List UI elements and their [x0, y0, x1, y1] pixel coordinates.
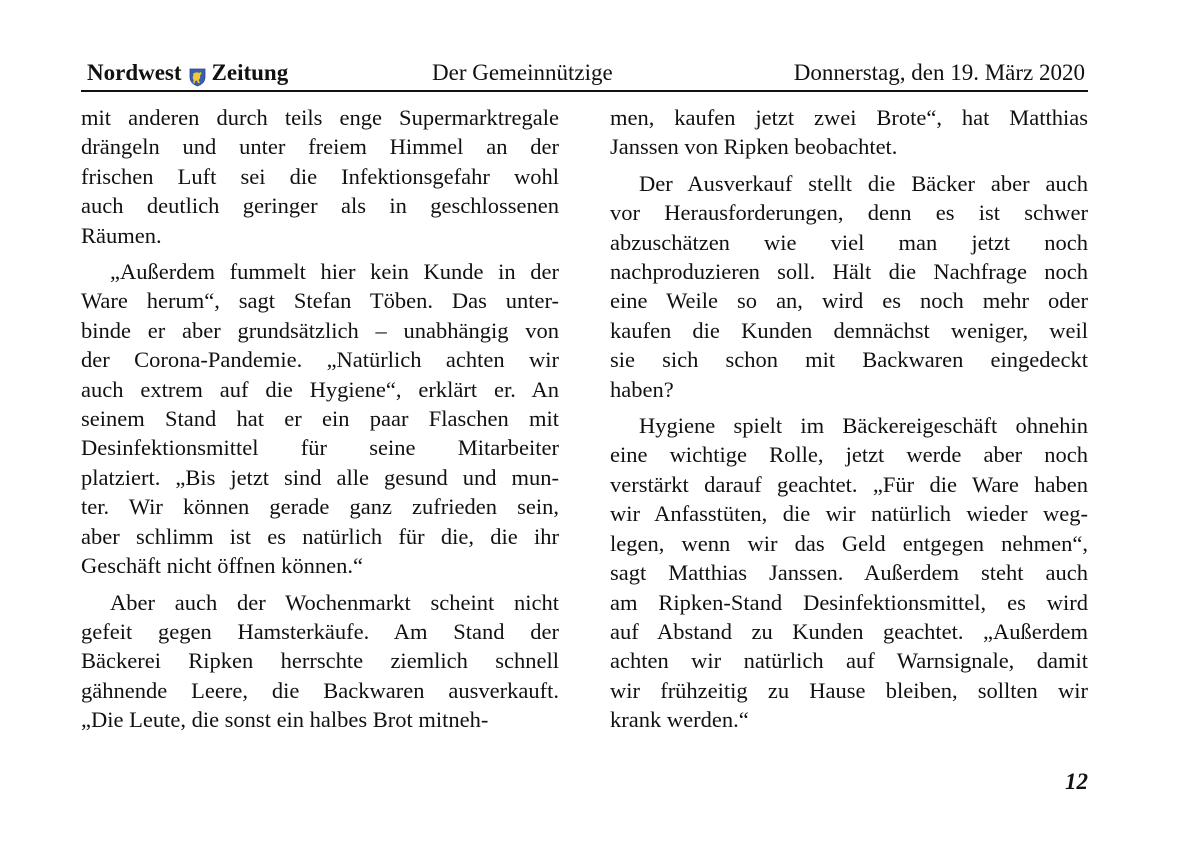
text-line: platziert. „Bis jetzt sind alle gesund und mun-	[81, 464, 559, 490]
text-line: verstärkt darauf geachtet. „Für die Ware haben	[610, 471, 1088, 497]
page-header	[81, 58, 1088, 90]
text-line: kaufen die Kunden demnächst weniger, weil	[610, 317, 1088, 343]
section-title: Der Gemeinnützige	[432, 60, 613, 85]
masthead-nordwest: Nordwest	[87, 60, 182, 85]
masthead	[87, 58, 288, 88]
issue-date: Donnerstag, den 19. März 2020	[793, 60, 1085, 85]
coat-of-arms-shield-icon	[189, 65, 206, 84]
text-line: gefeit gegen Hamsterkäufe. Am Stand der	[81, 618, 559, 644]
text-line: drängeln und unter freiem Himmel an der	[81, 134, 559, 160]
text-line: Räumen.	[81, 222, 162, 248]
text-line: krank werden.“	[610, 707, 749, 733]
text-line: Aber auch der Wochenmarkt scheint nicht	[110, 589, 559, 615]
text-line: ter. Wir können gerade ganz zufrieden sein,	[81, 494, 559, 520]
text-line: mit anderen durch teils enge Supermarktregale	[81, 105, 559, 130]
text-line: auf Abstand zu Kunden geachtet. „Außerdem	[610, 618, 1088, 644]
paragraph	[610, 169, 1088, 404]
text-line: Ware herum“, sagt Stefan Töben. Das unter-	[81, 288, 559, 314]
paragraph	[610, 411, 1088, 734]
text-line: nachproduzieren soll. Hält die Nachfrage noch	[610, 259, 1088, 285]
coat-of-arms-shield-svg	[189, 68, 206, 87]
text-line: sagt Matthias Janssen. Außerdem steht auch	[610, 560, 1088, 586]
text-line: abzuschätzen wie viel man jetzt noch	[610, 229, 1088, 255]
text-line: Desinfektionsmittel für seine Mitarbeiter	[81, 435, 559, 461]
text-line: Der Ausverkauf stellt die Bäcker aber auch	[639, 170, 1088, 196]
text-line: eine Weile so an, wird es noch mehr oder	[610, 288, 1088, 314]
text-line: Bäckerei Ripken herrschte ziemlich schnell	[81, 648, 559, 674]
text-line: men, kaufen jetzt zwei Brote“, hat Matthias	[610, 105, 1088, 130]
text-line: aber schlimm ist es natürlich für die, die ihr	[81, 523, 559, 549]
text-line: haben?	[610, 376, 674, 402]
text-line: gähnende Leere, die Backwaren ausverkauft.	[81, 677, 559, 703]
header-rule	[81, 90, 1088, 92]
text-line: frischen Luft sei die Infektionsgefahr wohl	[81, 163, 559, 189]
text-line: am Ripken-Stand Desinfektionsmittel, es wird	[610, 589, 1088, 615]
text-line: Janssen von Ripken beobachtet.	[610, 134, 898, 160]
text-line: achten wir natürlich auf Warnsignale, damit	[610, 648, 1088, 674]
text-line: wir frühzeitig zu Hause bleiben, sollten wir	[610, 677, 1088, 703]
page-number: 12	[1065, 769, 1088, 794]
paragraph	[610, 103, 1088, 162]
text-line: „Die Leute, die sonst ein halbes Brot mitneh-	[81, 707, 489, 733]
paragraph	[81, 257, 559, 580]
text-line: seinem Stand hat er ein paar Flaschen mit	[81, 406, 559, 432]
paragraph	[81, 103, 559, 250]
text-line: der Corona-Pandemie. „Natürlich achten wir	[81, 347, 559, 373]
masthead-zeitung: Zeitung	[211, 60, 289, 85]
text-line: „Außerdem fummelt hier kein Kunde in der	[110, 259, 559, 285]
text-line: eine wichtige Rolle, jetzt werde aber noch	[610, 442, 1088, 468]
text-line: binde er aber grundsätzlich – unabhängig von	[81, 317, 559, 343]
text-line: auch extrem auf die Hygiene“, erklärt er. An	[81, 376, 559, 402]
text-line: Hygiene spielt im Bäckereigeschäft ohnehin	[639, 413, 1088, 439]
paragraph	[81, 588, 559, 735]
text-line: vor Herausforderungen, denn es ist schwer	[610, 200, 1088, 226]
text-line: auch deutlich geringer als in geschlossenen	[81, 193, 559, 219]
text-line: Geschäft nicht öffnen können.“	[81, 553, 363, 579]
article-column-left	[81, 103, 559, 742]
text-line: sie sich schon mit Backwaren eingedeckt	[610, 347, 1088, 373]
text-line: wir Anfasstüten, die wir natürlich wieder weg-	[610, 501, 1088, 527]
article-column-right	[610, 103, 1088, 742]
text-line: legen, wenn wir das Geld entgegen nehmen“,	[610, 530, 1088, 556]
